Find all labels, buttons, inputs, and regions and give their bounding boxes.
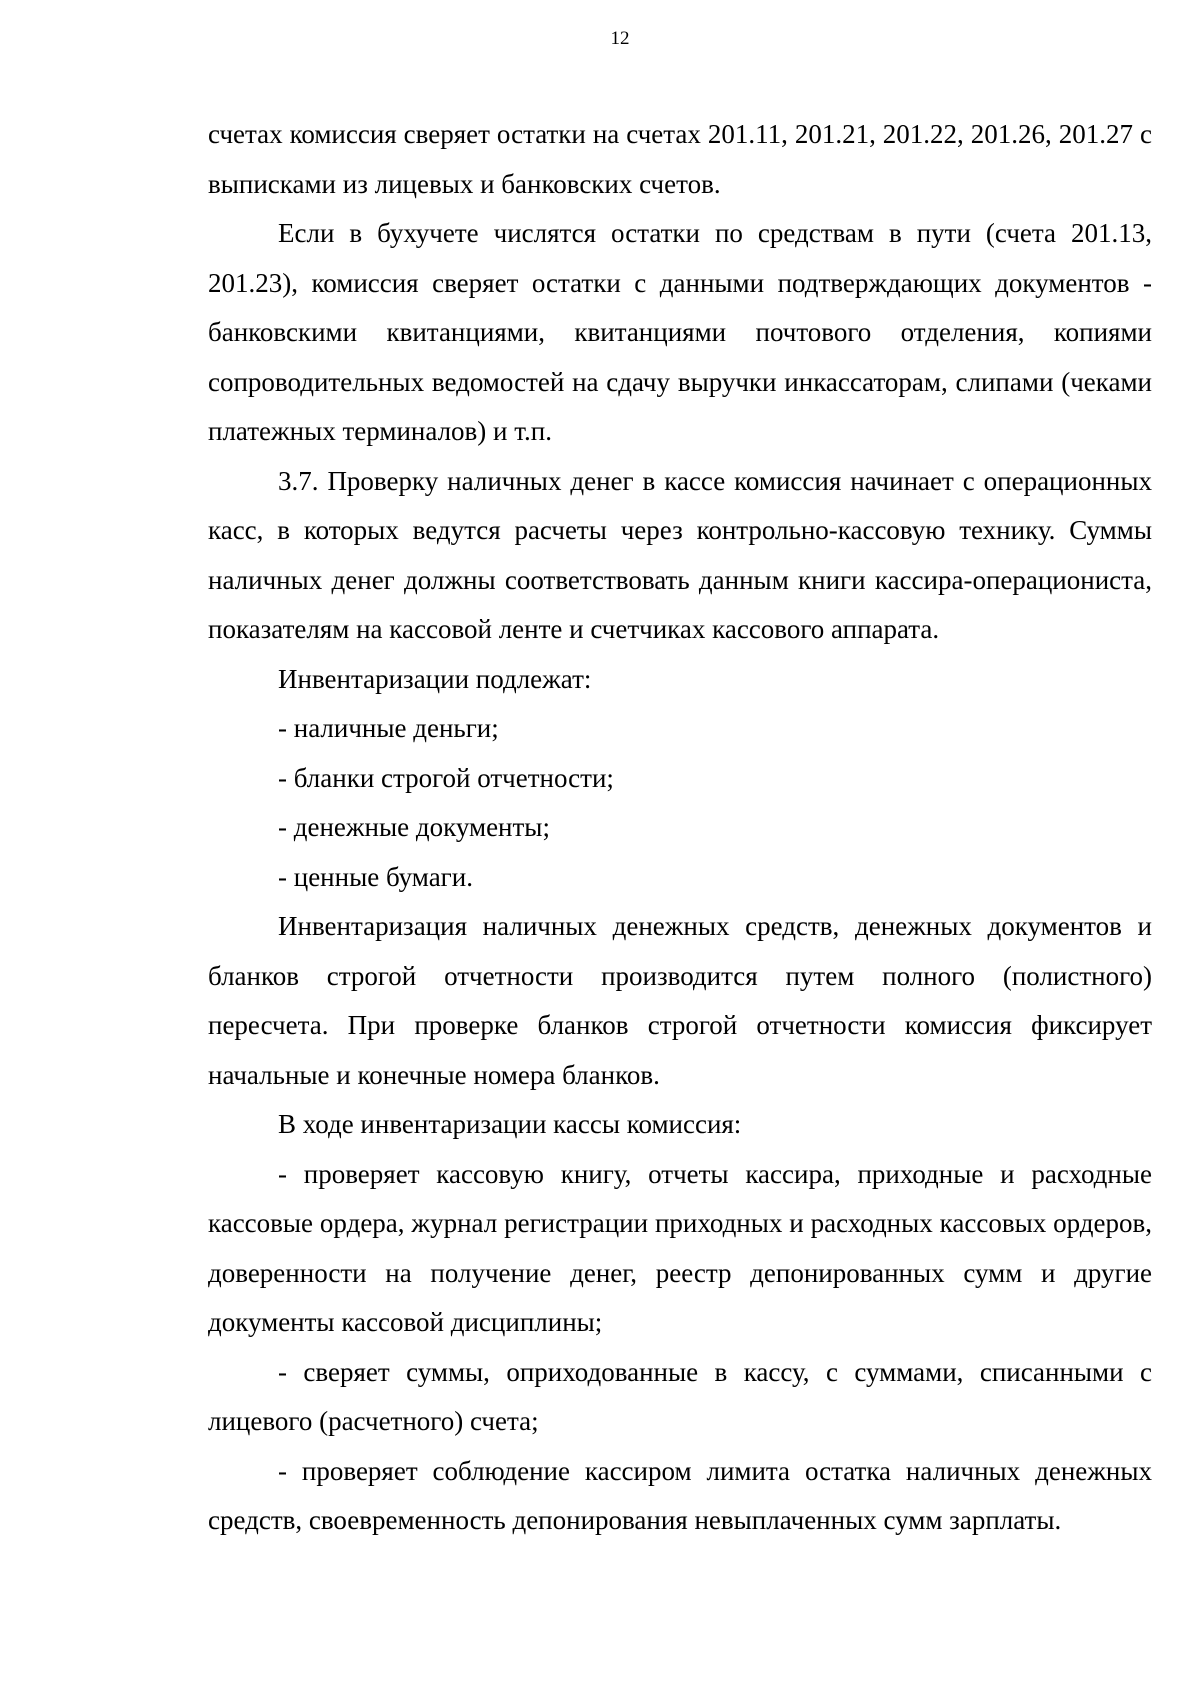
list-item: - наличные деньги; bbox=[278, 713, 499, 743]
paragraph-check-documents: - проверяет кассовую книгу, отчеты кассира, приходные и расходные кассовые ордера, журнал регистрации приходных и расходных кассовых ордеров, доверенности на получение денег, реестр депонированных сумм и другие документы кассовой дисциплины; bbox=[208, 1158, 1152, 1337]
paragraph-funds-in-transit: Если в бухучете числятся остатки по средствам в пути (счета 201.13, 201.23), комиссия сверяет остатки с данными подтверждающих документов - банковскими квитанциями, квитанциями почтового отделения, копиями сопроводительных ведомостей на сдачу выручки инкассаторам, слипами (чеками платежных терминалов) и т.п. bbox=[208, 218, 1152, 446]
paragraph-cash-inventory-intro: В ходе инвентаризации кассы комиссия: bbox=[278, 1109, 742, 1139]
paragraph-check-limit: - проверяет соблюдение кассиром лимита остатка наличных денежных средств, своевременность депонирования невыплаченных сумм зарплаты. bbox=[208, 1455, 1152, 1535]
paragraph-inventory-subject: Инвентаризации подлежат: bbox=[278, 663, 592, 694]
document-body bbox=[208, 110, 1152, 1546]
list-item: - денежные документы; bbox=[278, 812, 550, 842]
page-number: 12 bbox=[610, 28, 630, 49]
paragraph-recount: Инвентаризация наличных денежных средств, денежных документов и бланков строгой отчетности производится путем полного (полистного) пересчета. При проверке бланков строгой отчетности комиссия фиксирует начальные и конечные номера бланков. bbox=[208, 911, 1152, 1090]
list-item: - бланки строгой отчетности; bbox=[278, 762, 614, 793]
list-item: - ценные бумаги. bbox=[278, 861, 473, 892]
paragraph-continuation: счетах комиссия сверяет остатки на счетах 201.11, 201.21, 201.22, 201.26, 201.27 с выписками из лицевых и банковских счетов. bbox=[208, 119, 1152, 199]
paragraph-reconcile-sums: - сверяет суммы, оприходованные в кассу, с суммами, списанными с лицевого (расчетного) счета; bbox=[208, 1356, 1152, 1436]
paragraph-section-3-7: 3.7. Проверку наличных денег в кассе комиссия начинает с операционных касс, в которых ведутся расчеты через контрольно-кассовую технику. Суммы наличных денег должны соответствовать данным книги кассира-операциониста, показателям на кассовой ленте и счетчиках кассового аппарата. bbox=[208, 465, 1152, 644]
